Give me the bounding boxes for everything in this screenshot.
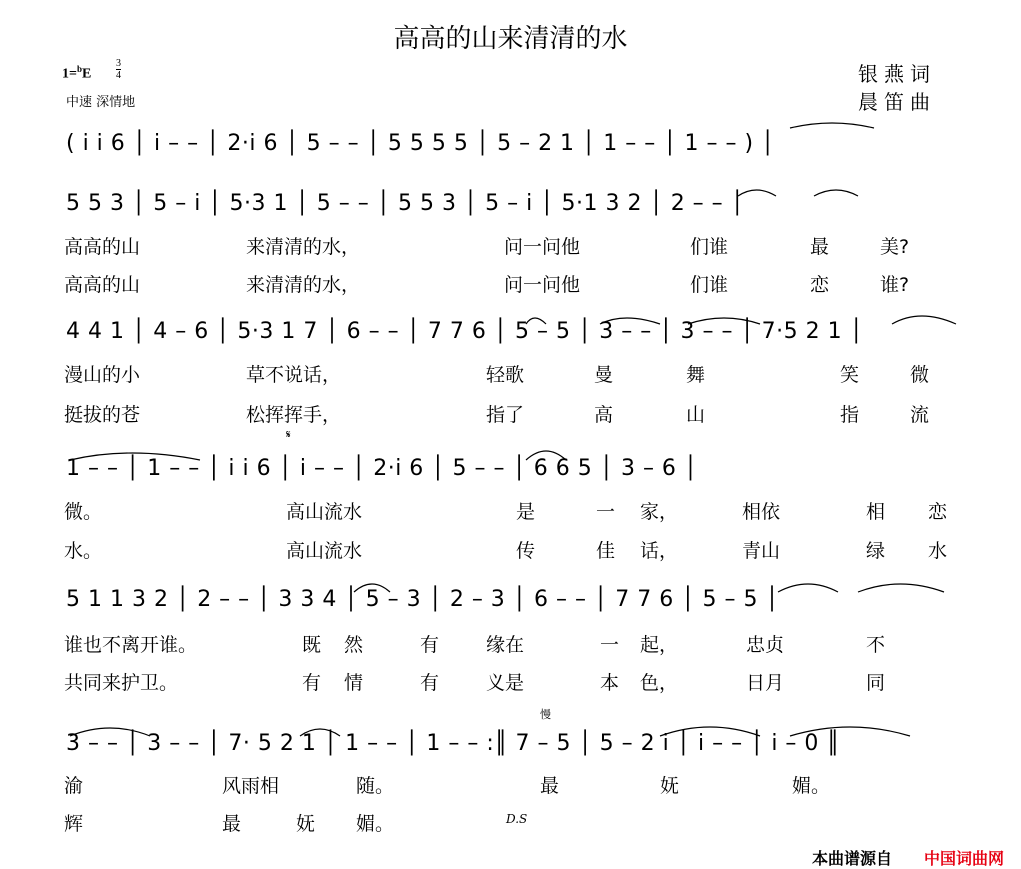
slur-row6-b: [660, 727, 760, 736]
lyricist-credit: 银燕词: [858, 62, 936, 86]
notation-row-4: 1 – – │ 1 – – │ i i 6 │ i – – │ 2·i 6 │ 5 – – │ 6 6 5 │ 3 – 6 │: [66, 456, 698, 481]
slur-row3-b: [600, 318, 660, 324]
song-title: 高高的山来清清的水: [393, 24, 628, 54]
slur-row2-b: [814, 190, 858, 196]
notation-row-5: 5 1 1 3 2 │ 2 – – │ 3 3 4 │ 5 – 3 │ 2 – 3 │ 6 – – │ 7 7 6 │ 5 – 5 │: [66, 587, 780, 612]
notation-row-1: ( i i 6 │ i – – │ 2·i 6 │ 5 – – │ 5 5 5 5 │ 5 – 2 1 │ 1 – – │ 1 – – ) │: [66, 131, 775, 156]
ds-marking: D.S: [506, 812, 528, 826]
notation-row-6: 3 – – │ 3 – – │ 7· 5 2 1 │ 1 – – │ 1 – – :║ 7 – 5 │ 5 – 2 i │ i – – │ i – 0 ║: [66, 731, 841, 756]
slur-row2-a: [738, 190, 776, 196]
tie-row3: [688, 318, 760, 324]
tie-row6-a: [70, 728, 150, 736]
segno-sign: 𝄋: [286, 428, 291, 441]
tempo-marking: 中速 深情地: [66, 95, 136, 110]
notation-row-2: 5 5 3 │ 5 – i │ 5·3 1 │ 5 – – │ 5 5 3 │ 5 – i │ 5·1 3 2 │ 2 – – │: [66, 191, 745, 216]
slur-row5-c: [858, 584, 944, 592]
key-signature: 1=$^b$E: [62, 64, 92, 82]
tie-row6-b: [790, 727, 910, 736]
slur-row3-a: [526, 318, 546, 324]
tie-row4: [70, 453, 200, 460]
composer-credit: 晨笛曲: [858, 90, 936, 114]
slur-row5-b: [778, 584, 838, 592]
source-site-link[interactable]: 中国词曲网: [924, 849, 1005, 868]
tie-intro: [790, 123, 874, 128]
slur-row5-a: [354, 584, 390, 592]
source-label: 本曲谱源自: [812, 849, 893, 868]
slur-row4: [526, 451, 566, 460]
slur-row3-c: [892, 316, 956, 324]
time-signature: 3 4: [116, 58, 121, 81]
slow-marking: 慢: [540, 708, 551, 721]
notation-row-3: 4 4 1 │ 4 – 6 │ 5·3 1 7 │ 6 – – │ 7 7 6 │ 5 – 5 │ 3 – – │ 3 – – │ 7·5 2 1 │: [66, 319, 864, 344]
slur-row6-a: [300, 729, 340, 736]
